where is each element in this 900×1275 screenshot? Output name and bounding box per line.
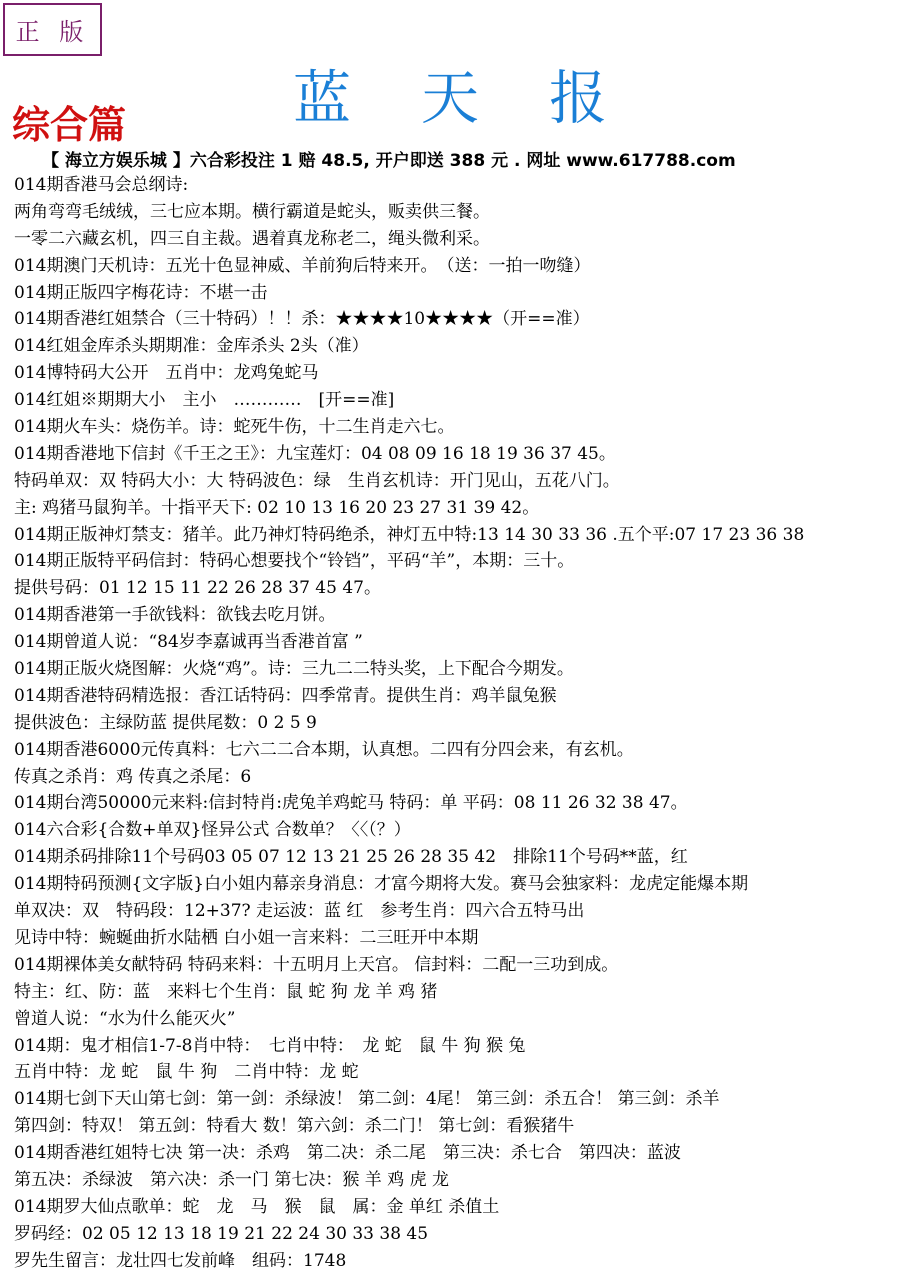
content-line: 014期澳门天机诗：五光十色显神威、羊前狗后特来开。 （送：一拍一吻缝） — [14, 255, 591, 276]
content-line: 014期特码预测{文字版}白小姐内幕亲身消息：才富今期将大发。赛马会独家料：龙虎定能爆本期 — [14, 874, 749, 895]
content-line: 014期香港地下信封《千王之王》：九宝莲灯：04 08 09 16 18 19 36 37 45。 — [14, 443, 616, 464]
content-line: 第五决：杀绿波 第六决：杀一门 第七决：猴 羊 鸡 虎 龙 — [14, 1169, 450, 1190]
authentic-stamp: 正 版 — [3, 3, 102, 56]
content-line: 曾道人说：“水为什么能灭火” — [14, 1008, 236, 1029]
content-line: 014红姐金库杀头期期准：金库杀头 2头（准） — [14, 336, 369, 357]
content-line: 特主：红、防：蓝 来料七个生肖：鼠 蛇 狗 龙 羊 鸡 猪 — [14, 981, 438, 1002]
content-line: 014期香港红姐特七决 第一决：杀鸡 第二决：杀二尾 第三决：杀七合 第四决：蓝波 — [14, 1143, 681, 1164]
content-line: 第四剑：特双！ 第五剑：特看大 数！第六剑：杀二门！ 第七剑：看猴猪牛 — [14, 1116, 575, 1137]
content-line: 五肖中特：龙 蛇 鼠 牛 狗 二肖中特：龙 蛇 — [14, 1062, 359, 1083]
content-line: 014期香港特码精选报：香江话特码：四季常青。提供生肖：鸡羊鼠兔猴 — [14, 685, 557, 706]
content-line: 014期香港红姐禁合（三十特码）！！杀：★★★★10★★★★（开==准） — [14, 309, 590, 330]
content-line: 014期曾道人说：“84岁李嘉诚再当香港首富 ” — [14, 632, 363, 653]
content-line: 014期正版特平码信封：特码心想要找个“铃铛”，平码“羊”，本期：三十。 — [14, 551, 575, 572]
content-line: 罗先生留言：龙壮四七发前峰 组码：1748 — [14, 1250, 347, 1271]
content-line: 014期：鬼才相信1-7-8肖中特： 七肖中特： 龙 蛇 鼠 牛 狗 猴 兔 — [14, 1035, 526, 1056]
content-line: 014六合彩{合数+单双}怪异公式 合数单？〈〈（？） — [14, 820, 411, 841]
content-line: 罗码经：02 05 12 13 18 19 21 22 24 30 33 38 45 — [14, 1223, 429, 1244]
section-heading: 综合篇 — [12, 102, 127, 147]
content-line: 014期香港马会总纲诗: — [14, 175, 189, 195]
content-line: 014期裸体美女献特码 特码来料：十五明月上天宫。 信封料：二配一三功到成。 — [14, 954, 619, 975]
content-line: 014期正版神灯禁支：猪羊。此乃神灯特码绝杀，神灯五中特:13 14 30 33 36 .五个平:07 17 23 36 38 — [14, 524, 805, 545]
content-line: 主: 鸡猪马鼠狗羊。十指平天下: 02 10 13 16 20 23 27 31 39 42。 — [14, 497, 540, 518]
content-line: 提供号码：01 12 15 11 22 26 28 37 45 47。 — [14, 578, 381, 599]
content-line: 一零二六藏玄机，四三自主裁。遇着真龙称老二，绳头微利采。 — [14, 228, 490, 249]
content-line: 014期七剑下天山第七剑：第一剑：杀绿波！ 第二剑：4尾！ 第三剑：杀五合！ 第三剑：杀羊 — [14, 1089, 720, 1110]
content-line: 014期香港6000元传真料：七六二二合本期，认真想。二四有分四会来，有玄机。 — [14, 739, 634, 760]
content-line: 提供波色：主绿防蓝 提供尾数：0 2 5 9 — [14, 712, 317, 733]
content-line: 014期台湾50000元来料:信封特肖:虎兔羊鸡蛇马 特码：单 平码：08 11 26 32 38 47。 — [14, 793, 688, 814]
content-line: 014期香港第一手欲钱料：欲钱去吃月饼。 — [14, 605, 336, 626]
page-title: 蓝天报 — [292, 63, 677, 132]
content-line: 单双决：双 特码段：12+37? 走运波：蓝 红 参考生肖：四六合五特马出 — [14, 901, 585, 922]
content-line: 014红姐※期期大小 主小 ………… [开==准] — [14, 390, 395, 411]
content-line: 传真之杀肖：鸡 传真之杀尾：6 — [14, 766, 252, 787]
content-line: 见诗中特：蜿蜒曲折水陆栖 白小姐一言来料：二三旺开中本期 — [14, 927, 479, 948]
content-line: 特码单双：双 特码大小：大 特码波色：绿 生肖玄机诗：开门见山，五花八门。 — [14, 470, 620, 491]
content-line: 014期火车头：烧伤羊。诗：蛇死牛伤，十二生肖走六七。 — [14, 417, 455, 438]
content-lines — [14, 172, 898, 1275]
content-line: 014期杀码排除11个号码03 05 07 12 13 21 25 26 28 35 42 排除11个号码**蓝，红 — [14, 847, 688, 868]
advertisement-line: 【 海立方娱乐城 】六合彩投注 1 赔 48.5, 开户即送 388 元 . 网址 www.617788.com — [42, 151, 736, 171]
content-line: 014博特码大公开 五肖中：龙鸡兔蛇马 — [14, 363, 319, 384]
content-line: 014期正版火烧图解：火烧“鸡”。诗：三九二二特头奖，上下配合今期发。 — [14, 659, 574, 680]
content-line: 014期正版四字梅花诗：不堪一击 — [14, 282, 268, 303]
content-line: 014期罗大仙点歌单：蛇 龙 马 猴 鼠 属：金 单红 杀值土 — [14, 1196, 500, 1217]
content-line: 两角弯弯毛绒绒，三七应本期。横行霸道是蛇头，贩卖供三餐。 — [14, 201, 490, 222]
